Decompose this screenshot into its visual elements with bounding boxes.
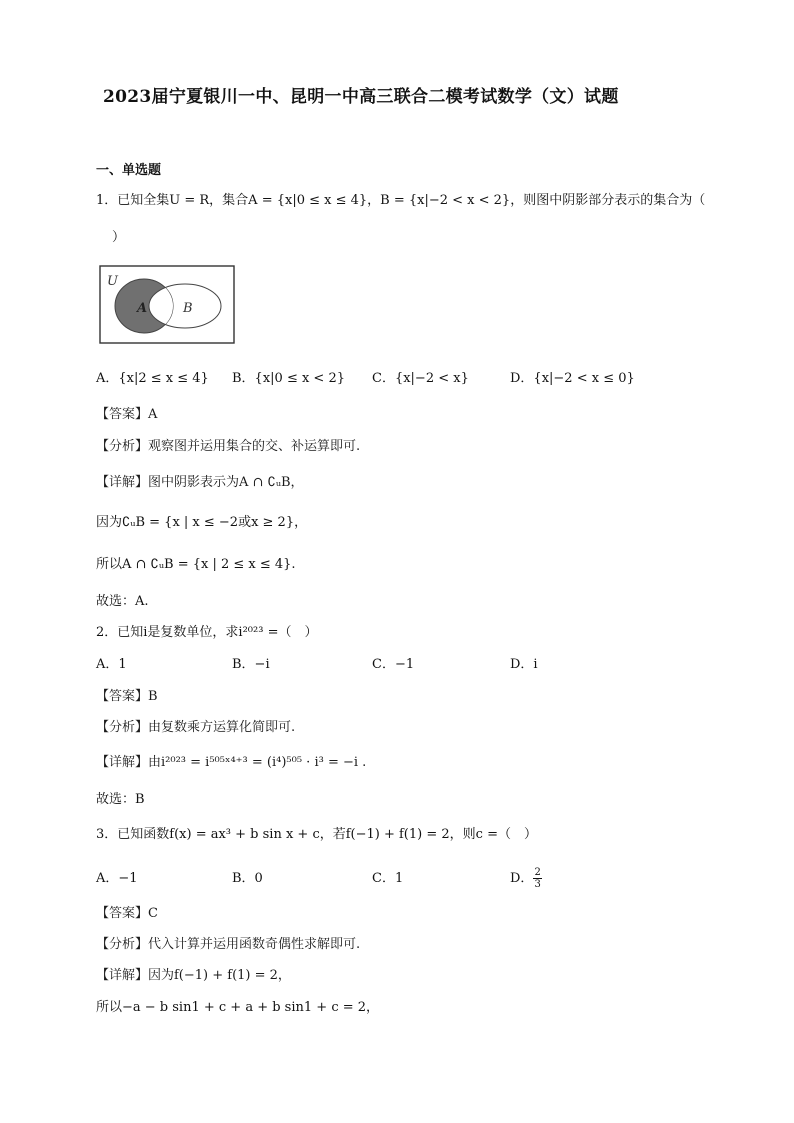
q2-option-b: B．−i [232, 657, 270, 672]
q1-stem-line2: ） [112, 230, 126, 245]
venn-label-b: B [183, 301, 193, 316]
q1-step2: 所以A ∩ ∁ᵤB = {x | 2 ≤ x ≤ 4}. [96, 557, 296, 572]
q3-option-d-numerator: 2 [534, 867, 541, 878]
q3-detail: 【详解】因为f(−1) + f(1) = 2， [96, 968, 291, 983]
q3-option-d-fraction [533, 867, 541, 890]
q1-answer: 【答案】A [96, 407, 158, 422]
q3-option-b: B．0 [232, 871, 263, 886]
q3-option-d [510, 864, 542, 894]
section-heading: 一、单选题 [96, 163, 162, 178]
q1-analysis: 【分析】观察图并运用集合的交、补运算即可. [96, 439, 361, 454]
q2-answer: 【答案】B [96, 689, 158, 704]
q3-analysis: 【分析】代入计算并运用函数奇偶性求解即可. [96, 937, 361, 952]
q1-option-c: C．{x|−2 < x} [372, 371, 469, 386]
q2-detail: 【详解】由i²⁰²³ = i⁵⁰⁵ˣ⁴⁺³ = (i⁴)⁵⁰⁵ · i³ = −i . [96, 755, 367, 770]
q1-stem-line1: 1．已知全集U = R，集合A = {x|0 ≤ x ≤ 4}，B = {x|−2 < x < 2}，则图中阴影部分表示的集合为（ [96, 193, 706, 208]
q2-analysis: 【分析】由复数乘方运算化简即可. [96, 720, 296, 735]
q1-detail: 【详解】图中阴影表示为A ∩ ∁ᵤB， [96, 475, 304, 490]
q1-conclusion: 故选：A. [96, 594, 149, 609]
q1-option-d: D．{x|−2 < x ≤ 0} [510, 371, 635, 386]
q2-option-d: D．i [510, 657, 538, 672]
venn-label-u: U [107, 274, 118, 289]
q2-conclusion: 故选：B [96, 792, 145, 807]
q3-step1: 所以−a − b sin1 + c + a + b sin1 + c = 2， [96, 1000, 380, 1015]
venn-label-a: A [137, 301, 148, 316]
q2-option-a: A．1 [96, 657, 127, 672]
q3-option-c: C．1 [372, 871, 404, 886]
venn-diagram [99, 265, 237, 347]
q2-stem: 2．已知i是复数单位，求i²⁰²³ =（ ） [96, 625, 318, 640]
q3-option-a: A．−1 [96, 871, 138, 886]
q2-option-c: C．−1 [372, 657, 415, 672]
q1-step1: 因为∁ᵤB = {x | x ≤ −2或x ≥ 2}， [96, 515, 308, 530]
q3-stem: 3．已知函数f(x) = ax³ + b sin x + c，若f(−1) + f(1) = 2，则c =（ ） [96, 827, 537, 842]
q1-option-a: A．{x|2 ≤ x ≤ 4} [96, 371, 209, 386]
page-title: 2023届宁夏银川一中、昆明一中高三联合二模考试数学（文）试题 [103, 87, 619, 107]
q1-option-b: B．{x|0 ≤ x < 2} [232, 371, 345, 386]
q3-option-d-label: D． [510, 871, 534, 886]
q3-option-d-denominator: 3 [534, 879, 541, 890]
q3-answer: 【答案】C [96, 906, 158, 921]
